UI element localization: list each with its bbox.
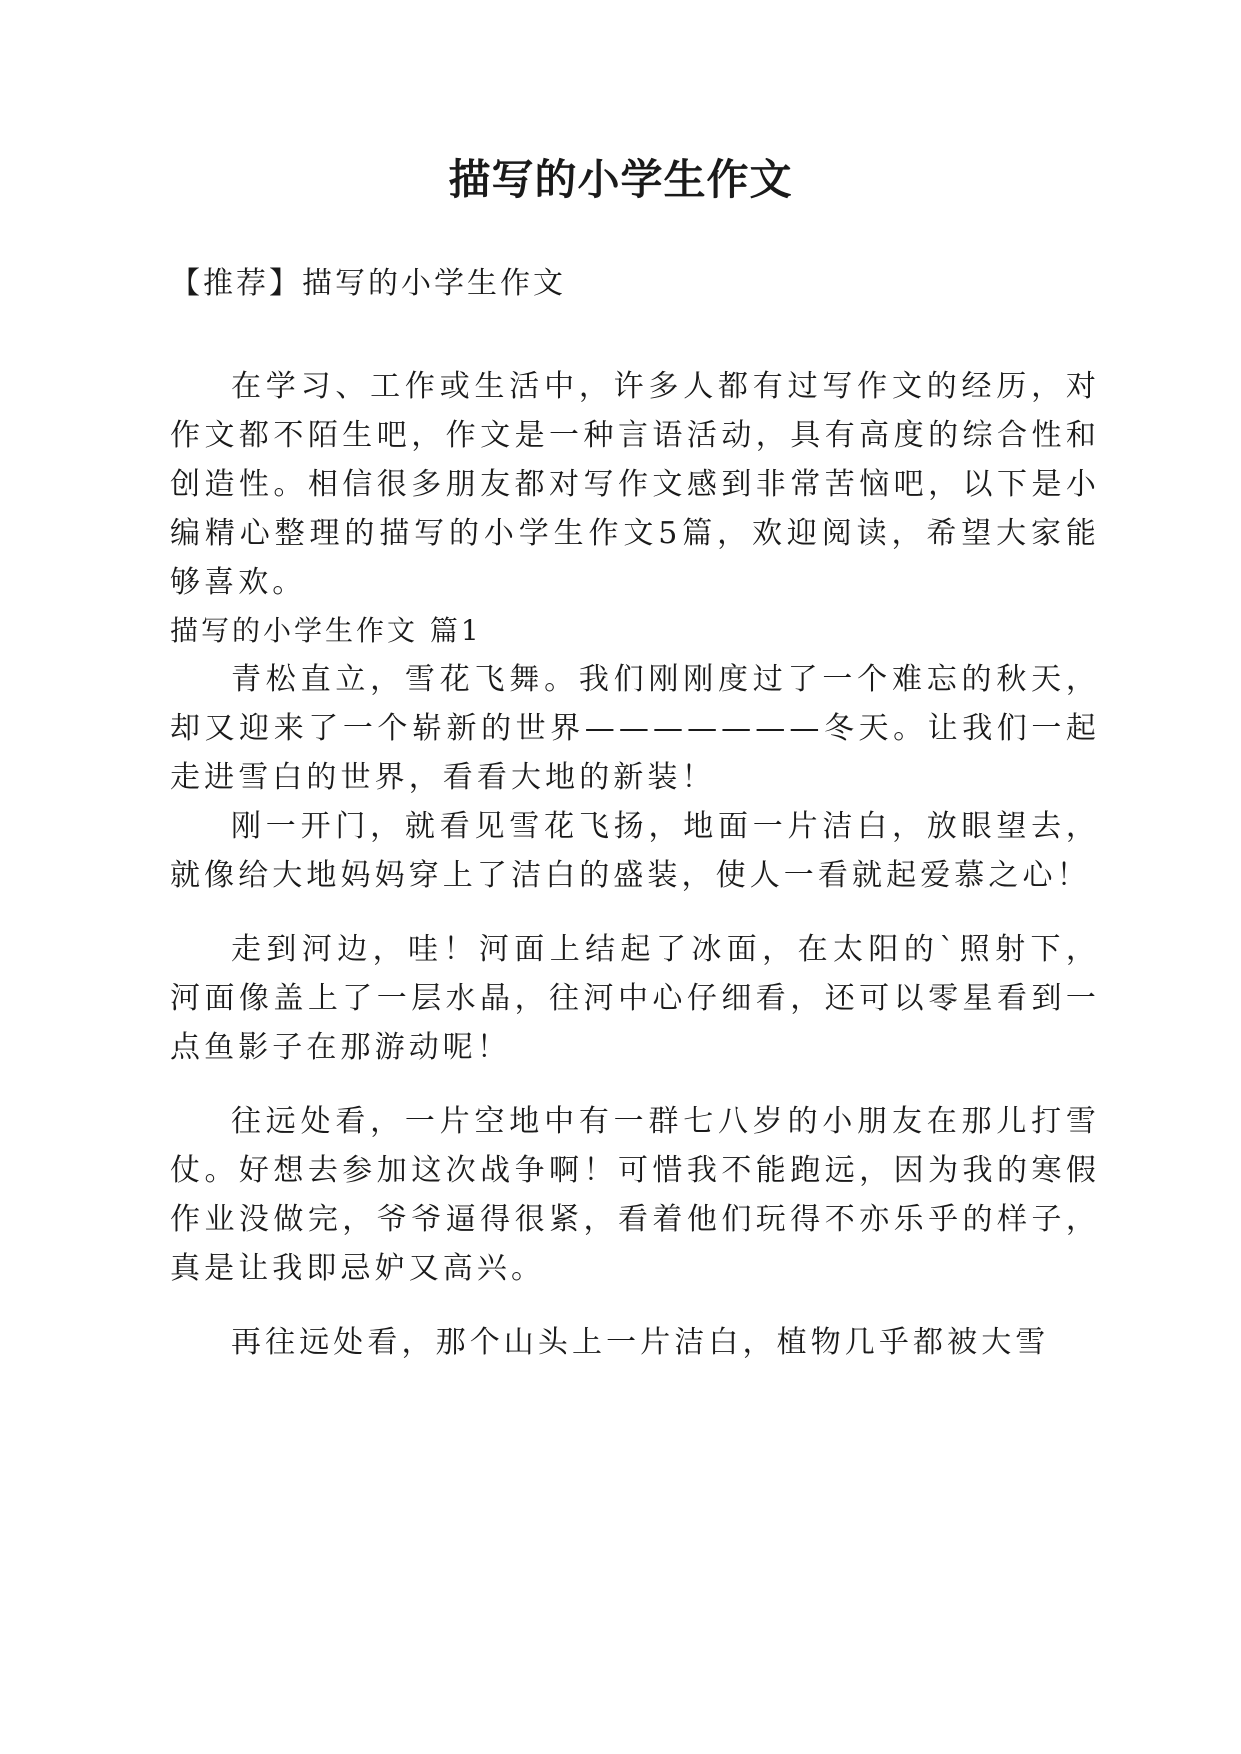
document-subtitle: 【推荐】描写的小学生作文 <box>170 266 566 301</box>
body-paragraph-2: 刚一开门，就看见雪花飞扬，地面一片洁白，放眼望去，就像给大地妈妈穿上了洁白的盛装，使人一看就起爱慕之心！ <box>170 809 1100 893</box>
intro-paragraph: 在学习、工作或生活中，许多人都有过写作文的经历，对作文都不陌生吧，作文是一种言语活动，具有高度的综合性和创造性。相信很多朋友都对写作文感到非常苦恼吧，以下是小编精心整理的描写的小学生作文5篇，欢迎阅读，希望大家能够喜欢。 <box>170 369 1100 600</box>
section-heading: 描写的小学生作文 篇1 <box>170 614 482 647</box>
body-paragraph-5: 再往远处看，那个山头上一片洁白，植物几乎都被大雪 <box>231 1325 1050 1360</box>
body-paragraph-1: 青松直立，雪花飞舞。我们刚刚度过了一个难忘的秋天，却又迎来了一个崭新的世界———————冬天。让我们一起走进雪白的世界，看看大地的新装！ <box>170 662 1100 795</box>
document-title: 描写的小学生作文 <box>448 155 793 204</box>
body-paragraph-4: 往远处看，一片空地中有一群七八岁的小朋友在那儿打雪仗。好想去参加这次战争啊！可惜我不能跑远，因为我的寒假作业没做完，爷爷逼得很紧，看着他们玩得不亦乐乎的样子，真是让我即忌妒又高兴。 <box>170 1104 1100 1286</box>
document-body <box>170 362 1100 1367</box>
body-paragraph-3: 走到河边，哇！河面上结起了冰面，在太阳的`照射下，河面像盖上了一层水晶，往河中心仔细看，还可以零星看到一点鱼影子在那游动呢！ <box>170 932 1100 1065</box>
